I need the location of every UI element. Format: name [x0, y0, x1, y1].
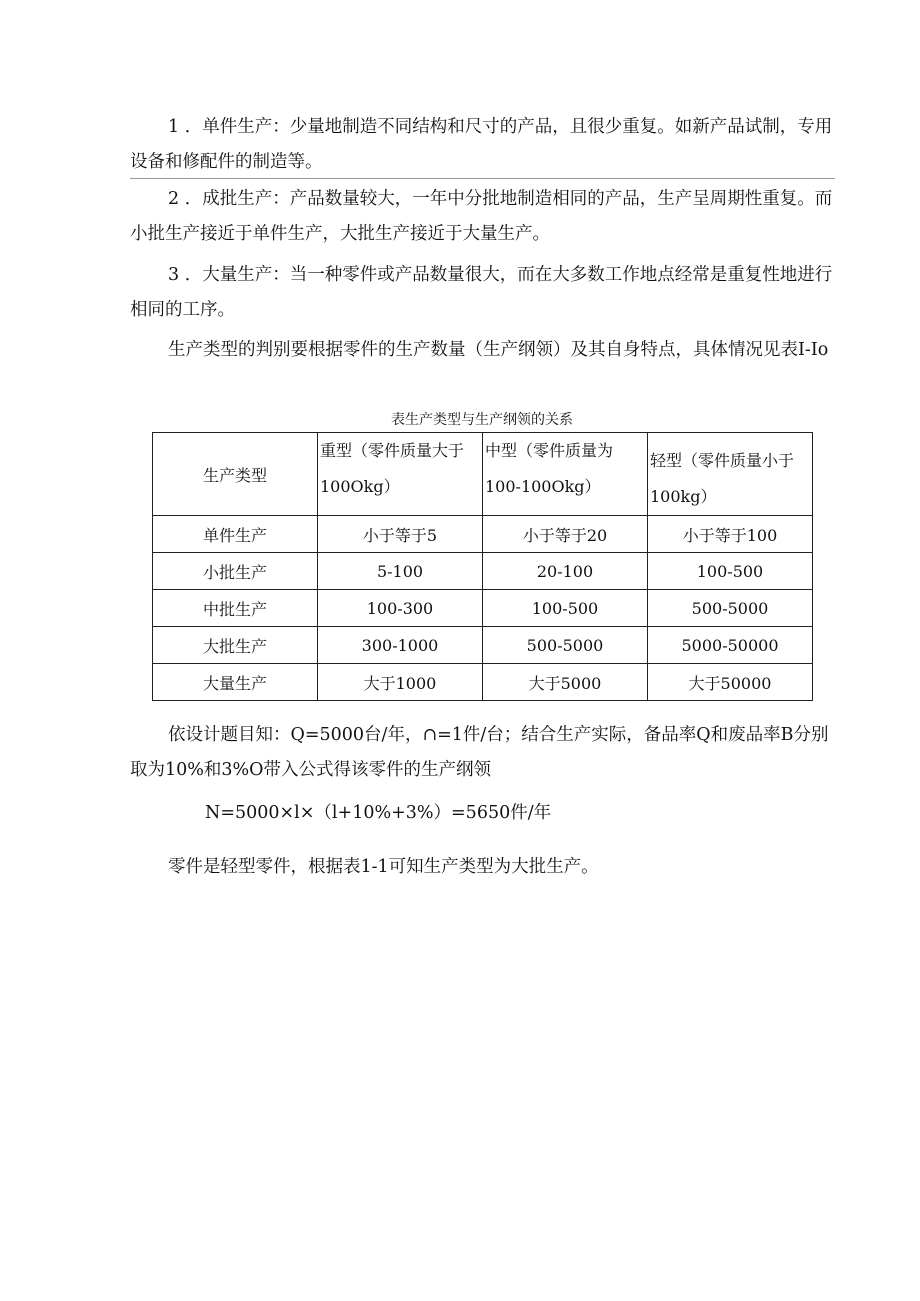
production-type-table [152, 432, 813, 701]
table-row [153, 516, 813, 553]
paragraph-mass-production: 3 ．大量生产：当一种零件或产品数量很大，而在大多数工作地点经常是重复性地进行相同的工序。 [130, 265, 833, 320]
table-cell: 小批生产 [153, 553, 318, 590]
table-row [153, 664, 813, 701]
table-cell: 100-300 [318, 590, 483, 627]
table-cell: 小于等于100 [648, 516, 813, 553]
table-cell: 单件生产 [153, 516, 318, 553]
table-header-row [153, 433, 813, 516]
formula-production-output: N=5000×l×（l+10%+3%）=5650件/年 [205, 803, 552, 823]
table-cell: 大量生产 [153, 664, 318, 701]
header-cell: 重型（零件质量大于100Okg） [318, 433, 483, 516]
table-row [153, 590, 813, 627]
table-cell: 大于50000 [648, 664, 813, 701]
paragraph-conclusion: 零件是轻型零件，根据表1-1可知生产类型为大批生产。 [168, 857, 599, 877]
table-cell: 大批生产 [153, 627, 318, 664]
table-cell: 500-5000 [483, 627, 648, 664]
table-cell: 中批生产 [153, 590, 318, 627]
paragraph-single-production: 1 ．单件生产：少量地制造不同结构和尺寸的产品，且很少重复。如新产品试制，专用设备和修配件的制造等。 [130, 117, 833, 172]
table-cell: 小于等于20 [483, 516, 648, 553]
table-cell: 大于5000 [483, 664, 648, 701]
table-cell: 大于1000 [318, 664, 483, 701]
table-cell: 500-5000 [648, 590, 813, 627]
table-cell: 小于等于5 [318, 516, 483, 553]
paragraph-design-requirement: 依设计题目知：Q=5000台/年，∩=1件/台；结合生产实际，备品率Q和废品率B分别取为10%和3%O带入公式得该零件的生产纲领 [130, 725, 829, 780]
table-cell: 300-1000 [318, 627, 483, 664]
paragraph-batch-production: 2 ．成批生产：产品数量较大，一年中分批地制造相同的产品，生产呈周期性重复。而小批生产接近于单件生产，大批生产接近于大量生产。 [130, 189, 833, 244]
header-cell: 轻型（零件质量小于100kg） [648, 433, 813, 516]
table-cell: 5-100 [318, 553, 483, 590]
table-cell: 100-500 [483, 590, 648, 627]
paragraph-type-judgement: 生产类型的判别要根据零件的生产数量（生产纲领）及其自身特点，具体情况见表I-Io [168, 340, 829, 360]
header-divider [130, 178, 835, 179]
table-cell: 100-500 [648, 553, 813, 590]
table-caption: 表生产类型与生产纲领的关系 [391, 412, 573, 428]
table-cell: 5000-50000 [648, 627, 813, 664]
header-cell: 中型（零件质量为100-100Okg） [483, 433, 648, 516]
header-cell: 生产类型 [153, 433, 318, 516]
table-row [153, 627, 813, 664]
table-row [153, 553, 813, 590]
table-cell: 20-100 [483, 553, 648, 590]
